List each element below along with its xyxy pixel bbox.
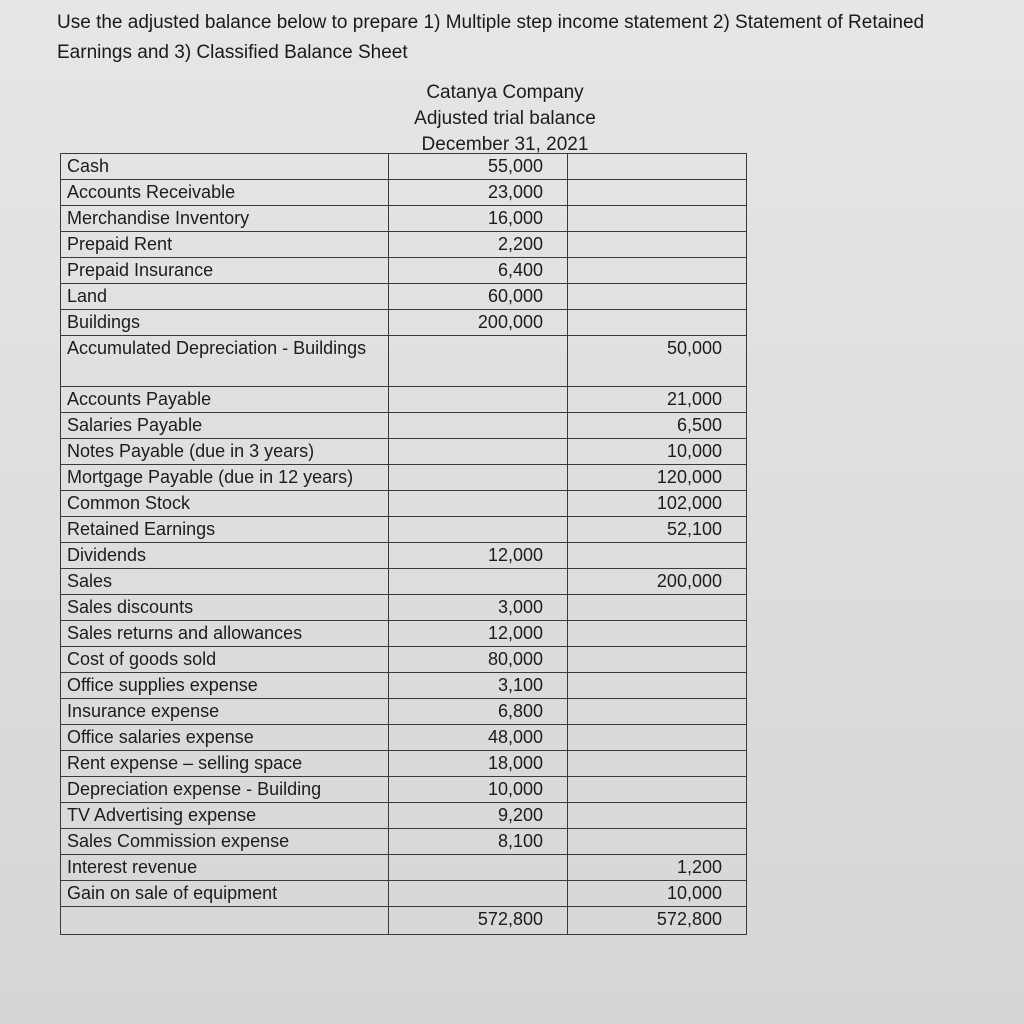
table-row: [61, 336, 747, 387]
credit-cell: [568, 777, 747, 803]
credit-cell: [568, 803, 747, 829]
table-row: [61, 673, 747, 699]
statement-title: Adjusted trial balance: [414, 108, 596, 129]
debit-cell: [389, 413, 568, 439]
credit-cell: 52,100: [568, 517, 747, 543]
account-cell: TV Advertising expense: [61, 803, 389, 829]
account-cell: Prepaid Insurance: [61, 258, 389, 284]
debit-cell: [389, 881, 568, 907]
debit-cell: [389, 491, 568, 517]
debit-cell: 8,100: [389, 829, 568, 855]
account-cell: Retained Earnings: [61, 517, 389, 543]
credit-cell: 200,000: [568, 569, 747, 595]
account-cell: Accounts Receivable: [61, 180, 389, 206]
account-cell: Office salaries expense: [61, 725, 389, 751]
company-name: Catanya Company: [426, 82, 584, 103]
table-row: [61, 699, 747, 725]
credit-cell: [568, 232, 747, 258]
table-row: [61, 829, 747, 855]
account-cell: Mortgage Payable (due in 12 years): [61, 465, 389, 491]
table-row: [61, 439, 747, 465]
credit-cell: 50,000: [568, 336, 747, 387]
account-cell: Salaries Payable: [61, 413, 389, 439]
debit-cell: 55,000: [389, 154, 568, 180]
credit-cell: 120,000: [568, 465, 747, 491]
debit-cell: 2,200: [389, 232, 568, 258]
debit-cell: 48,000: [389, 725, 568, 751]
table-row: [61, 232, 747, 258]
debit-cell: 12,000: [389, 543, 568, 569]
trial-balance-heading: [390, 80, 620, 158]
table-row: [61, 621, 747, 647]
debit-cell: 6,800: [389, 699, 568, 725]
debit-cell: 200,000: [389, 310, 568, 336]
credit-cell: [568, 543, 747, 569]
account-cell: Accumulated Depreciation - Buildings: [61, 336, 389, 387]
credit-cell: [568, 725, 747, 751]
table-row: [61, 647, 747, 673]
credit-cell: 21,000: [568, 387, 747, 413]
table-row: [61, 258, 747, 284]
table-row: [61, 543, 747, 569]
table-row: [61, 180, 747, 206]
account-cell: Land: [61, 284, 389, 310]
credit-cell: [568, 829, 747, 855]
statement-date: December 31, 2021: [421, 134, 589, 155]
credit-cell: [568, 180, 747, 206]
table-row: [61, 284, 747, 310]
account-cell: Rent expense – selling space: [61, 751, 389, 777]
table-row: [61, 569, 747, 595]
instructions-text: Use the adjusted balance below to prepare 1) Multiple step income statement 2) Statement of Retained Earnings and 3) Classified Balance Sheet: [57, 12, 925, 63]
credit-cell: [568, 621, 747, 647]
debit-cell: 12,000: [389, 621, 568, 647]
debit-cell: 3,100: [389, 673, 568, 699]
table-row: [61, 310, 747, 336]
totals-label-cell: [61, 907, 389, 935]
credit-cell: [568, 595, 747, 621]
credit-cell: 10,000: [568, 439, 747, 465]
table-row: [61, 206, 747, 232]
credit-cell: [568, 647, 747, 673]
table-row: [61, 154, 747, 180]
account-cell: Prepaid Rent: [61, 232, 389, 258]
debit-cell: 80,000: [389, 647, 568, 673]
account-cell: Sales Commission expense: [61, 829, 389, 855]
credit-cell: [568, 673, 747, 699]
account-cell: Sales discounts: [61, 595, 389, 621]
table-row: [61, 517, 747, 543]
account-cell: Dividends: [61, 543, 389, 569]
table-row: [61, 881, 747, 907]
account-cell: Common Stock: [61, 491, 389, 517]
debit-cell: 18,000: [389, 751, 568, 777]
debit-cell: 60,000: [389, 284, 568, 310]
debit-cell: 16,000: [389, 206, 568, 232]
table-row: [61, 777, 747, 803]
credit-cell: [568, 284, 747, 310]
credit-cell: [568, 258, 747, 284]
debit-cell: [389, 569, 568, 595]
account-cell: Cost of goods sold: [61, 647, 389, 673]
credit-cell: [568, 154, 747, 180]
trial-balance-table: [60, 153, 747, 935]
account-cell: Gain on sale of equipment: [61, 881, 389, 907]
account-cell: Office supplies expense: [61, 673, 389, 699]
table-row: [61, 751, 747, 777]
account-cell: Interest revenue: [61, 855, 389, 881]
debit-cell: [389, 517, 568, 543]
debit-cell: 23,000: [389, 180, 568, 206]
debit-cell: 6,400: [389, 258, 568, 284]
account-cell: Accounts Payable: [61, 387, 389, 413]
account-cell: Depreciation expense - Building: [61, 777, 389, 803]
debit-cell: 9,200: [389, 803, 568, 829]
table-row: [61, 413, 747, 439]
debit-cell: [389, 465, 568, 491]
debit-cell: 3,000: [389, 595, 568, 621]
credit-cell: 6,500: [568, 413, 747, 439]
table-row: [61, 855, 747, 881]
table-row: [61, 725, 747, 751]
table-row: [61, 387, 747, 413]
account-cell: Sales: [61, 569, 389, 595]
credit-cell: [568, 206, 747, 232]
debit-cell: [389, 855, 568, 881]
account-cell: Sales returns and allowances: [61, 621, 389, 647]
account-cell: Notes Payable (due in 3 years): [61, 439, 389, 465]
debit-cell: [389, 439, 568, 465]
table-row: [61, 803, 747, 829]
credit-cell: 102,000: [568, 491, 747, 517]
credit-cell: [568, 699, 747, 725]
table-row: [61, 595, 747, 621]
debit-cell: [389, 336, 568, 387]
account-cell: Cash: [61, 154, 389, 180]
credit-cell: 10,000: [568, 881, 747, 907]
credit-cell: [568, 310, 747, 336]
account-cell: Buildings: [61, 310, 389, 336]
total-debit-cell: 572,800: [389, 907, 568, 935]
table-row: [61, 465, 747, 491]
credit-cell: 1,200: [568, 855, 747, 881]
debit-cell: [389, 387, 568, 413]
table-row: [61, 491, 747, 517]
debit-cell: 10,000: [389, 777, 568, 803]
credit-cell: [568, 751, 747, 777]
total-credit-cell: 572,800: [568, 907, 747, 935]
account-cell: Merchandise Inventory: [61, 206, 389, 232]
totals-row: [61, 907, 747, 935]
account-cell: Insurance expense: [61, 699, 389, 725]
